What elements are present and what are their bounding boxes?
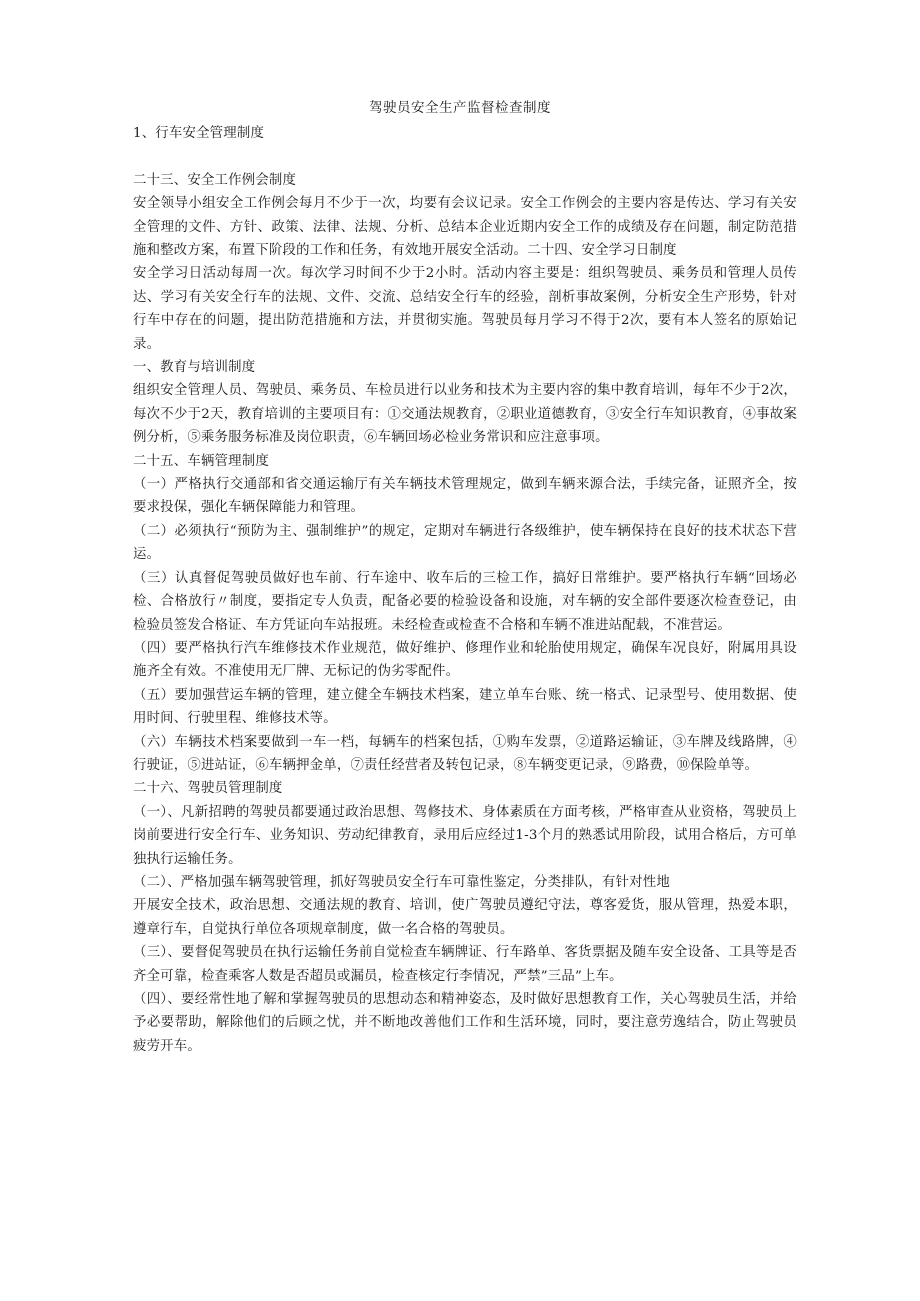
paragraph-vehicle-item-1: （一）严格执行交通部和省交通运输厅有关车辆技术管理规定，做到车辆来源合法，手续完备，证照齐全，按要求投保，强化车辆保障能力和管理。	[133, 477, 797, 516]
paragraph-vehicle-item-6: （六）车辆技术档案要做到一车一档，每辆车的档案包括，①购车发票，②道路运输证，③车牌及线路牌，④行驶证，⑤进站证，⑥车辆押金单，⑦责任经营者及转包记录，⑧车辆变更记录，⑨路费，⑩保险单等。	[133, 734, 797, 773]
paragraph-safety-study-day: 安全学习日活动每周一次。每次学习时间不少于2小时。活动内容主要是：组织驾驶员、乘务员和管理人员传达、学习有关安全行车的法规、文件、交流、总结安全行车的经验，剖析事故案例，分析安全生产形势，针对行车中存在的问题，提出防范措施和方法，并贯彻实施。驾驶员每月学习不得于2次，要有本人签名的原始记录。	[133, 266, 797, 352]
paragraph-driver-item-1: （一）、凡新招聘的驾驶员都要通过政治思想、驾修技术、身体素质在方面考核，严格审查从业资格，驾驶员上岗前要进行安全行车、业务知识、劳动纪律教育，录用后应经过1-3个月的熟悉试用阶段，试用合格后，方可单独执行运输任务。	[133, 804, 797, 867]
blank-line	[133, 145, 797, 168]
paragraph-driver-item-2: （二）、严格加强车辆驾驶管理，抓好驾驶员安全行车可靠性鉴定，分类排队，有针对性地	[133, 874, 670, 890]
section-heading-vehicle-management: 二十五、车辆管理制度	[133, 453, 269, 469]
document-title: 驾驶员安全生产监督检查制度	[369, 100, 551, 116]
paragraph-driver-item-2-continued: 开展安全技术，政治思想、交通法规的教育、培训，使广驾驶员遵纪守法，尊客爱货，服从管理，热爱本职，遵章行车，自觉执行单位各项规章制度，做一名合格的驾驶员。	[133, 898, 797, 937]
section-heading-driver-management: 二十六、驾驶员管理制度	[133, 781, 283, 797]
paragraph-safety-meeting: 安全领导小组安全工作例会每月不少于一次，均要有会议记录。安全工作例会的主要内容是传达、学习有关安全管理的文件、方针、政策、法律、法规、分析、总结本企业近期内安全工作的成绩及存在问题，制定防范措施和整改方案，布置下阶段的工作和任务，有效地开展安全活动。二十四、安全学习日制度	[133, 196, 797, 259]
document-body	[133, 122, 797, 1058]
paragraph-driver-item-4: （四）、要经常性地了解和掌握驾驶员的思想动态和精神姿态，及时做好思想教育工作，关心驾驶员生活，并给予必要帮助，解除他们的后顾之忧，并不断地改善他们工作和生活环境，同时，要注意劳逸结合，防止驾驶员疲劳开车。	[133, 992, 797, 1054]
paragraph-vehicle-item-2: （二）必须执行“预防为主、强制维护”的规定，定期对车辆进行各级维护，使车辆保持在良好的技术状态下营运。	[133, 523, 797, 563]
paragraph-vehicle-item-3: （三）认真督促驾驶员做好也车前、行车途中、收车后的三检工作，搞好日常维护。要严格执行车辆“回场必检、合格放行〃制度，要指定专人负责，配备必要的检验设备和设施，对车辆的安全部件要逐次检查登记，由检验员签发合格证、车方凭证向车站报班。未经检查或检查不合格和车辆不准进站配载，不准营运。	[133, 570, 797, 633]
paragraph-vehicle-item-4: （四）要严格执行汽车维修技术作业规范，做好维护、修理作业和轮胎使用规定，确保车况良好，附属用具设施齐全有效。不准使用无厂牌、无标记的伪劣零配件。	[133, 640, 797, 680]
section-heading-safety-meeting: 二十三、安全工作例会制度	[133, 172, 297, 188]
section-heading-driving-safety: 1、行车安全管理制度	[133, 126, 265, 141]
section-heading-education-training: 一、教育与培训制度	[133, 360, 256, 376]
paragraph-driver-item-3: （三）、要督促驾驶员在执行运输任务前自觉检查车辆牌证、行车路单、客货票据及随车安全设备、工具等是否齐全可靠，检查乘客人数是否超员或漏员，检查核定行李情况，严禁”三品”上车。	[133, 945, 797, 984]
paragraph-vehicle-item-5: （五）要加强营运车辆的管理，建立健全车辆技术档案，建立单车台账、统一格式、记录型号、使用数据、使用时间、行驶里程、维修技术等。	[133, 687, 797, 727]
paragraph-education-training: 组织安全管理人员、驾驶员、乘务员、车检员进行以业务和技术为主要内容的集中教育培训，每年不少于2次，每次不少于2天，教育培训的主要项目有：①交通法规教育，②职业道德教育，③安全行车知识教育，④事故案例分析，⑤乘务服务标准及岗位职责，⑥车辆回场必检业务常识和应注意事项。	[133, 383, 797, 446]
